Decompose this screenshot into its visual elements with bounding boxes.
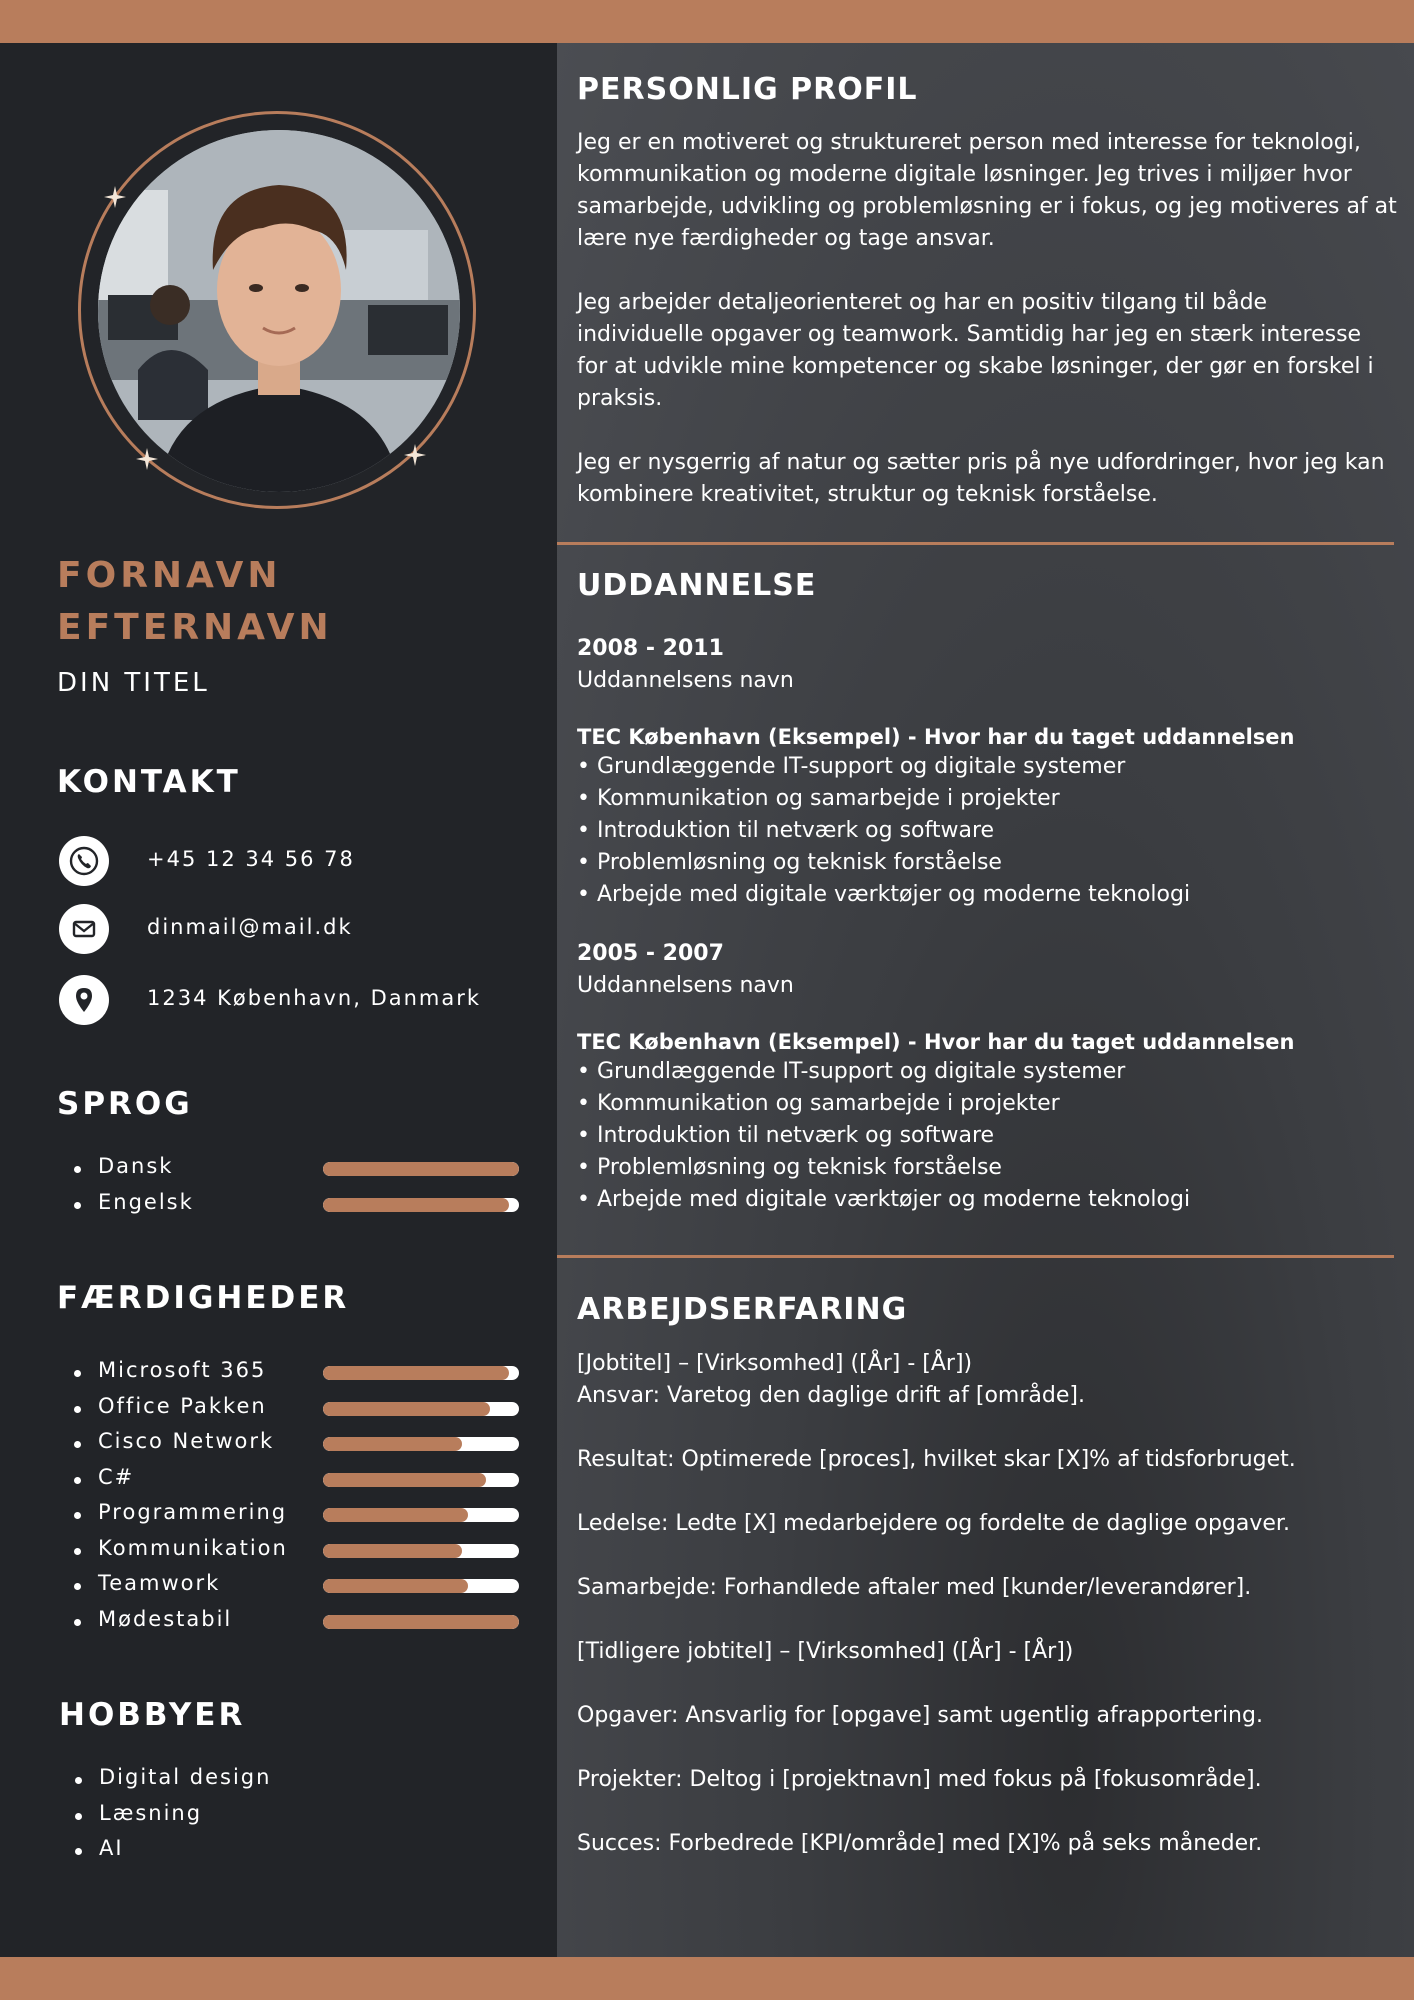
work-line: [Tidligere jobtitel] – [Virksomhed] ([År] - [År])	[577, 1639, 1074, 1664]
skill-item-label: Cisco Network	[98, 1429, 275, 1453]
level-bar-fill	[323, 1579, 468, 1593]
bullet-icon	[74, 1583, 81, 1590]
level-bar	[323, 1508, 519, 1522]
education-item: • Kommunikation og samarbejde i projekter	[577, 786, 1060, 811]
education-name: Uddannelsens navn	[577, 668, 794, 693]
skill-item-label: Office Pakken	[98, 1393, 267, 1418]
email-text[interactable]: dinmail@mail.dk	[147, 915, 353, 939]
bullet-icon	[74, 1202, 81, 1209]
bullet-icon	[74, 1166, 81, 1173]
level-bar	[323, 1579, 519, 1593]
work-line: Ledelse: Ledte [X] medarbejdere og fordelte de daglige opgaver.	[577, 1511, 1290, 1536]
contact-phone	[57, 836, 527, 888]
last-name: EFTERNAVN	[57, 607, 333, 648]
skill-item	[68, 1358, 528, 1394]
education-item: • Introduktion til netværk og software	[577, 1123, 995, 1148]
bullet-icon	[74, 1512, 81, 1519]
skill-item-label: Microsoft 365	[98, 1358, 267, 1382]
language-item	[68, 1154, 528, 1190]
level-bar	[323, 1366, 519, 1380]
hobby-item-label: Digital design	[99, 1765, 272, 1789]
skill-item-label: Teamwork	[98, 1571, 221, 1595]
phone-icon	[59, 836, 109, 886]
bullet-icon	[74, 1406, 81, 1413]
level-bar-fill	[323, 1162, 519, 1176]
skill-item	[68, 1394, 528, 1430]
education-item: • Grundlæggende IT-support og digitale systemer	[577, 1059, 1126, 1084]
language-item-label: Dansk	[98, 1154, 174, 1178]
contact-heading: KONTAKT	[57, 764, 241, 800]
languages-list	[68, 1154, 528, 1225]
skills-list	[68, 1358, 528, 1642]
profile-heading: PERSONLIG PROFIL	[577, 72, 918, 107]
work-line: Ansvar: Varetog den daglige drift af [område].	[577, 1383, 1085, 1408]
education-name: Uddannelsens navn	[577, 973, 794, 998]
sparkle-icon	[404, 444, 426, 466]
education-school: TEC København (Eksempel) - Hvor har du taget uddannelsen	[577, 1030, 1295, 1054]
hobbies-list	[69, 1765, 529, 1872]
person-name	[57, 550, 517, 654]
skill-item-label: Programmering	[98, 1500, 288, 1524]
work-line: Resultat: Optimerede [proces], hvilket skar [X]% af tidsforbruget.	[577, 1447, 1296, 1472]
hobby-item	[69, 1836, 529, 1872]
level-bar	[323, 1162, 519, 1176]
first-name: FORNAVN	[57, 555, 282, 596]
section-divider	[557, 1255, 1394, 1258]
bullet-icon	[74, 1477, 81, 1484]
bullet-icon	[75, 1848, 82, 1855]
languages-heading: SPROG	[57, 1086, 193, 1122]
profile-paragraph: Jeg er nysgerrig af natur og sætter pris på nye udfordringer, hvor jeg kan kombinere kreativitet, struktur og teknisk forståelse.	[577, 450, 1385, 507]
education-entry	[577, 938, 1397, 1216]
education-item: • Grundlæggende IT-support og digitale systemer	[577, 754, 1126, 779]
bottom-accent-bar	[0, 1957, 1414, 2000]
contact-address	[57, 975, 527, 1027]
skill-item	[68, 1465, 528, 1501]
level-bar	[323, 1198, 519, 1212]
education-item: • Arbejde med digitale værktøjer og moderne teknologi	[577, 882, 1191, 907]
work-line: Opgaver: Ansvarlig for [opgave] samt ugentlig afrapportering.	[577, 1703, 1263, 1728]
sparkle-icon	[136, 448, 158, 470]
level-bar	[323, 1473, 519, 1487]
level-bar-fill	[323, 1508, 468, 1522]
language-item	[68, 1190, 528, 1226]
education-item: • Arbejde med digitale værktøjer og moderne teknologi	[577, 1187, 1191, 1212]
sparkle-icon	[104, 186, 126, 208]
skill-item-label: Mødestabil	[98, 1606, 233, 1631]
work-experience	[577, 1348, 1397, 1860]
skill-item-label: C#	[98, 1464, 135, 1489]
person-title: DIN TITEL	[57, 668, 210, 698]
location-pin-icon	[59, 975, 109, 1025]
level-bar-fill	[323, 1198, 509, 1212]
skill-item-label: Kommunikation	[98, 1535, 288, 1560]
education-item: • Problemløsning og teknisk forståelse	[577, 850, 1002, 875]
education-item: • Introduktion til netværk og software	[577, 818, 995, 843]
education-item: • Problemløsning og teknisk forståelse	[577, 1155, 1002, 1180]
level-bar	[323, 1544, 519, 1558]
hobby-item	[69, 1765, 529, 1801]
work-line: [Jobtitel] – [Virksomhed] ([År] - [År])	[577, 1351, 973, 1376]
mail-icon	[59, 904, 109, 954]
profile-paragraph: Jeg er en motiveret og struktureret person med interesse for teknologi, kommunikation og moderne digitale løsninger. Jeg trives i miljøer hvor samarbejde, udvikling og problemløsning er i fokus, og jeg motiveres af at lære nye færdigheder og tage ansvar.	[577, 130, 1397, 251]
work-line: Succes: Forbedrede [KPI/område] med [X]% på seks måneder.	[577, 1831, 1263, 1856]
level-bar	[323, 1437, 519, 1451]
bullet-icon	[74, 1548, 81, 1555]
work-heading: ARBEJDSERFARING	[577, 1292, 908, 1327]
education-school: TEC København (Eksempel) - Hvor har du taget uddannelsen	[577, 725, 1295, 749]
skill-item	[68, 1536, 528, 1572]
section-divider	[557, 542, 1394, 545]
level-bar-fill	[323, 1615, 519, 1629]
hobbies-heading: HOBBYER	[59, 1697, 246, 1733]
skill-item	[68, 1500, 528, 1536]
skill-item	[68, 1607, 528, 1643]
hobby-item-label: AI	[99, 1836, 124, 1860]
work-line: Samarbejde: Forhandlede aftaler med [kunder/leverandører].	[577, 1575, 1252, 1600]
skill-item	[68, 1571, 528, 1607]
profile-photo	[98, 130, 460, 492]
level-bar-fill	[323, 1437, 462, 1451]
bullet-icon	[74, 1441, 81, 1448]
work-line: Projekter: Deltog i [projektnavn] med fokus på [fokusområde].	[577, 1767, 1262, 1792]
bullet-icon	[74, 1619, 81, 1626]
level-bar	[323, 1402, 519, 1416]
phone-text[interactable]: +45 12 34 56 78	[147, 847, 355, 871]
portrait-illustration	[98, 130, 460, 492]
bullet-icon	[74, 1370, 81, 1377]
education-years: 2005 - 2007	[577, 941, 724, 966]
level-bar-fill	[323, 1473, 486, 1487]
top-accent-bar	[0, 0, 1414, 43]
education-entry	[577, 633, 1397, 911]
hobby-item	[69, 1801, 529, 1837]
education-heading: UDDANNELSE	[577, 568, 817, 603]
address-text: 1234 København, Danmark	[147, 986, 482, 1010]
education-item: • Kommunikation og samarbejde i projekter	[577, 1091, 1060, 1116]
level-bar-fill	[323, 1366, 509, 1380]
bullet-icon	[75, 1813, 82, 1820]
level-bar-fill	[323, 1544, 462, 1558]
profile-paragraph: Jeg arbejder detaljeorienteret og har en positiv tilgang til både individuelle opgaver og teamwork. Samtidig har jeg en stærk interesse for at udvikle mine kompetencer og skabe løsninger, der gør en forskel i praksis.	[577, 290, 1374, 411]
level-bar	[323, 1615, 519, 1629]
language-item-label: Engelsk	[98, 1189, 194, 1214]
hobby-item-label: Læsning	[99, 1800, 203, 1825]
education-years: 2008 - 2011	[577, 636, 724, 661]
skills-heading: FÆRDIGHEDER	[57, 1280, 350, 1316]
level-bar-fill	[323, 1402, 490, 1416]
bullet-icon	[75, 1777, 82, 1784]
skill-item	[68, 1429, 528, 1465]
contact-email	[57, 904, 527, 956]
